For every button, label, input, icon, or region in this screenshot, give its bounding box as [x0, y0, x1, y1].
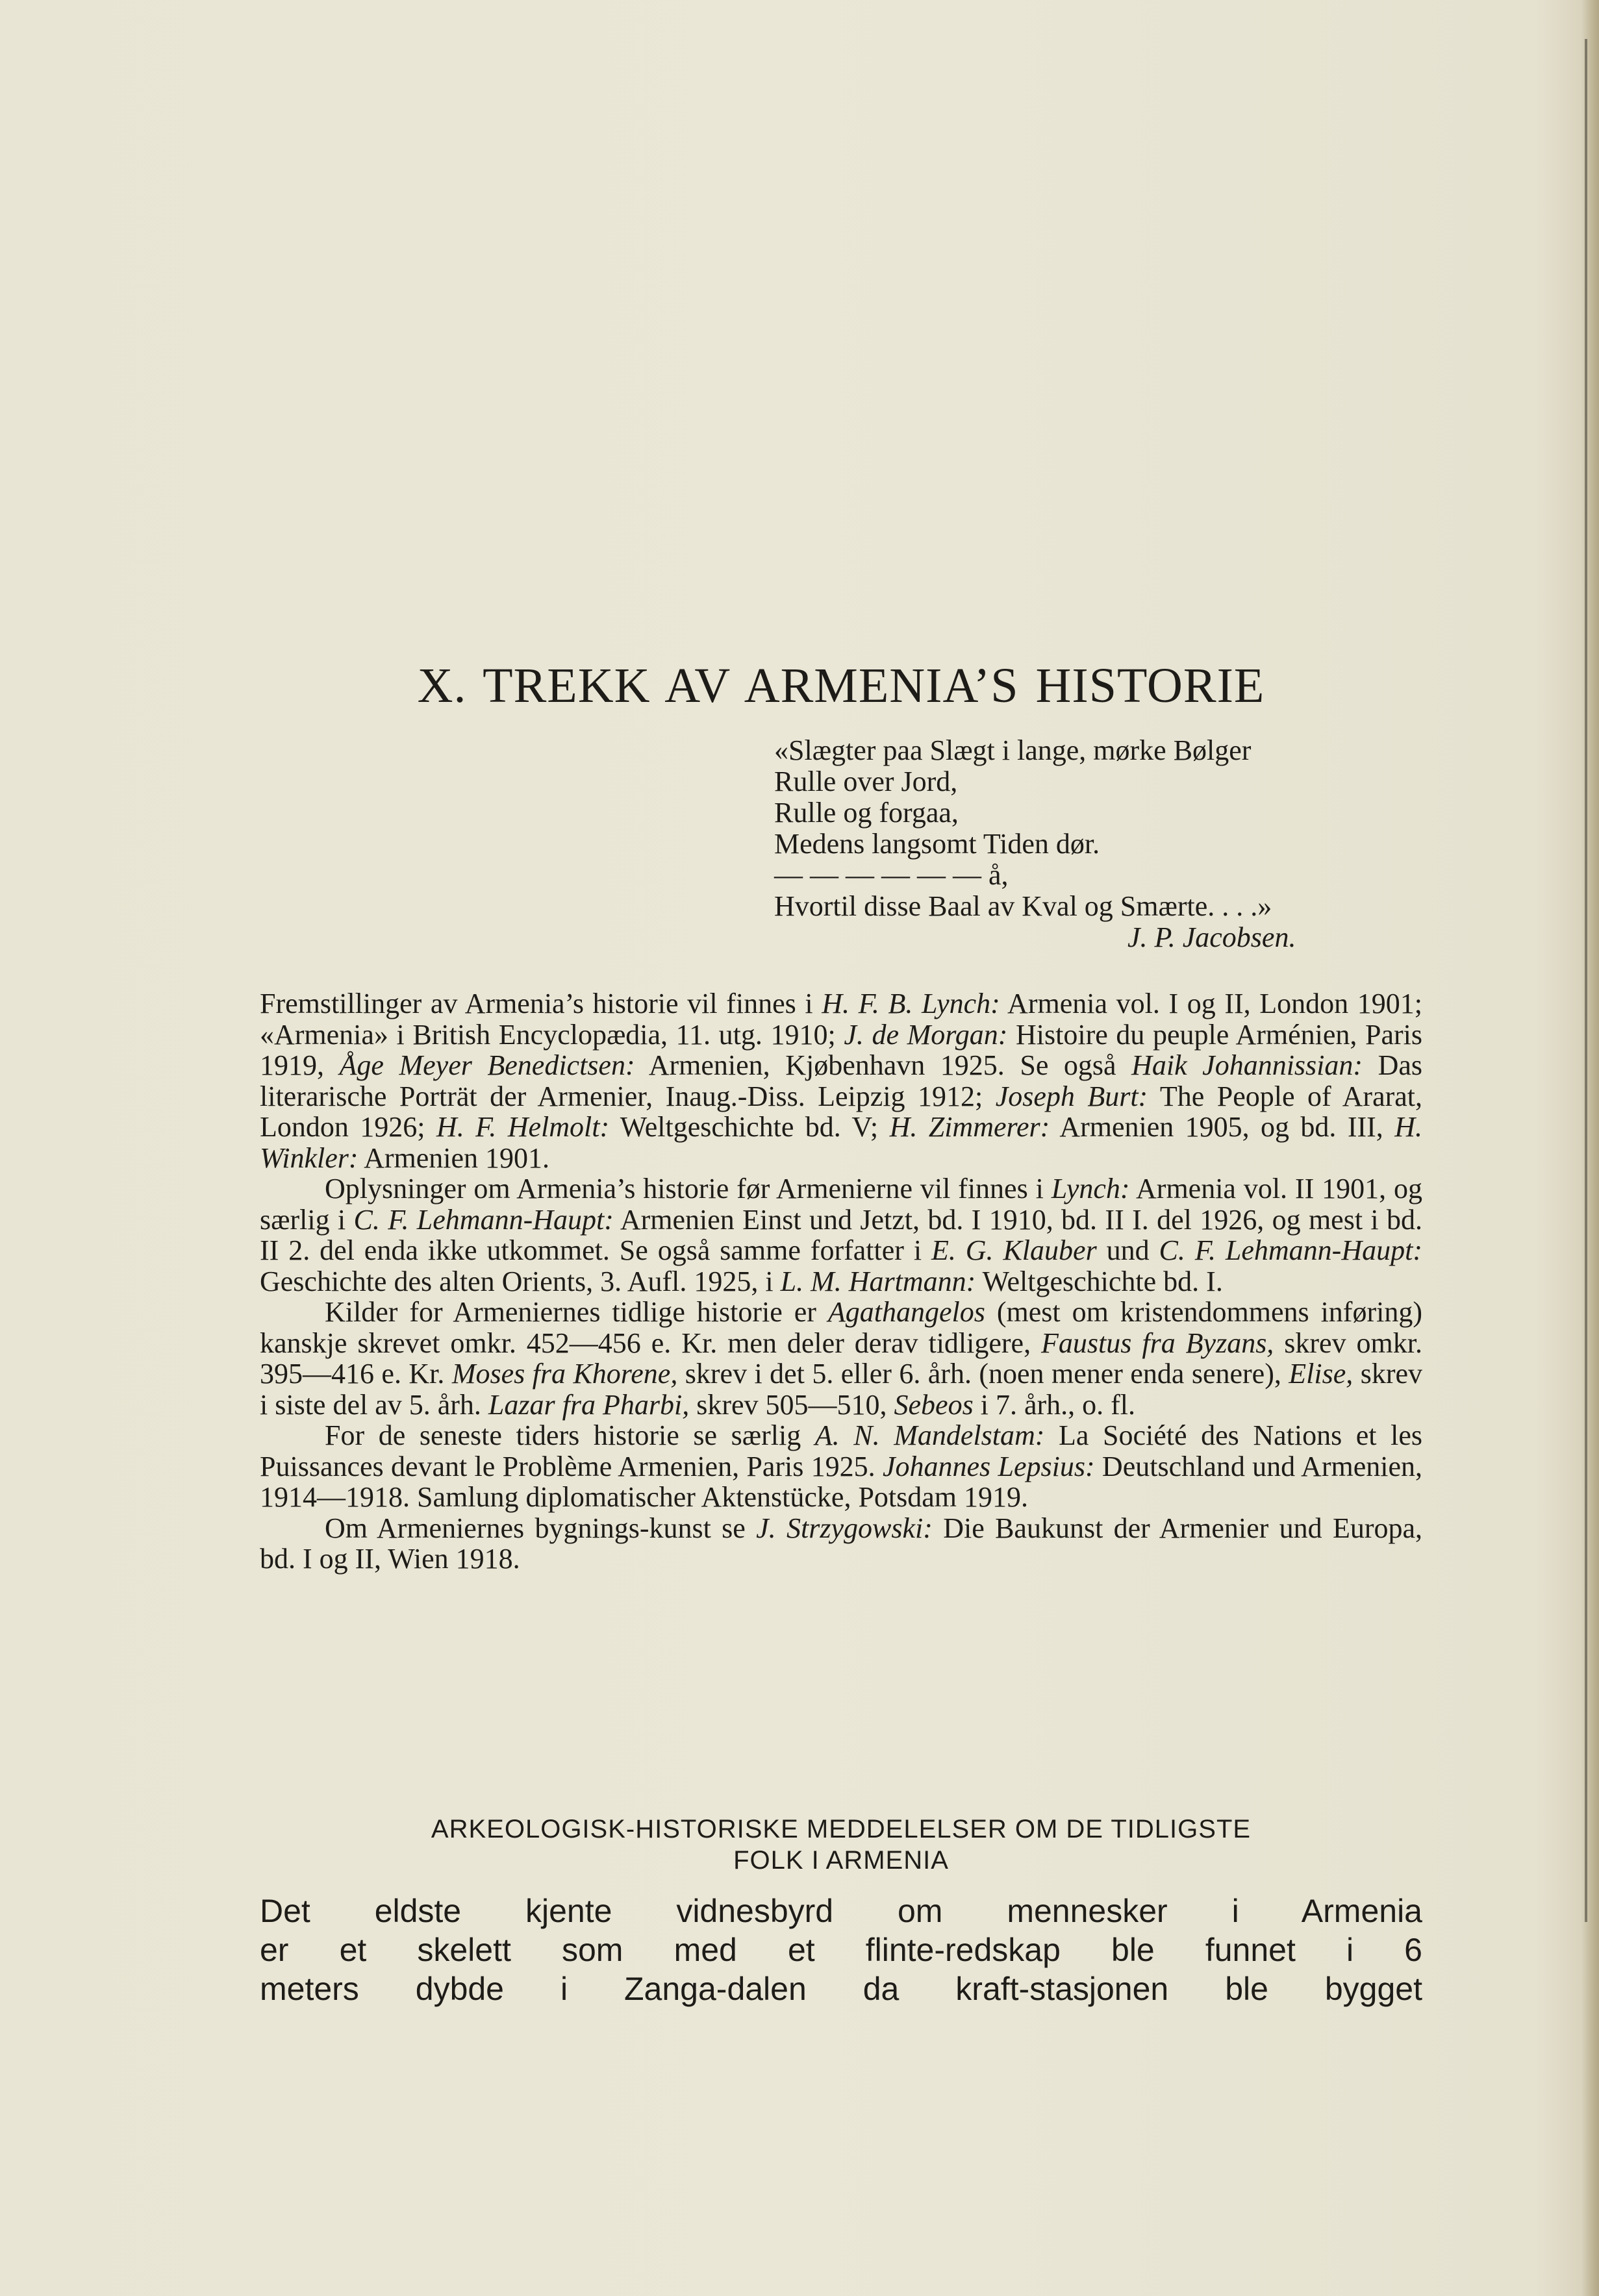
text-run: Fremstillinger av Armenia’s historie vil finnes i — [260, 988, 822, 1019]
epigraph — [774, 735, 1424, 953]
italic-reference: E. G. Klauber — [931, 1234, 1097, 1266]
text-line: meters dybde i Zanga-dalen da kraft-stasjonen ble bygget — [260, 1971, 1422, 2007]
text-run: skrev omkr. 395—416 e. Kr. — [260, 1327, 1422, 1390]
text-run: La Société des Nations et les Puissances devant le Problème Armenien, Paris 1925. — [260, 1419, 1423, 1482]
text-run: Kilder for Armeniernes tidlige historie er — [325, 1296, 828, 1328]
epigraph-line: Hvortil disse Baal av Kval og Smærte. . . .» — [774, 890, 1272, 922]
text-line: Det eldste kjente vidnesbyrd om mennesker i Armenia — [260, 1893, 1422, 1929]
italic-reference: J. Strzygowski: — [756, 1512, 933, 1544]
italic-reference: J. de Morgan: — [844, 1018, 1008, 1051]
italic-reference: H. F. Helmolt: — [436, 1111, 610, 1143]
italic-reference: Joseph Burt: — [995, 1080, 1148, 1112]
body-text-large — [260, 1891, 1422, 2008]
text-run: Das literarische Porträt der Armenier, Inaug.-Diss. Leipzig 1912; — [260, 1049, 1423, 1112]
page-edge-line — [1585, 39, 1587, 1922]
text-run: Die Baukunst der Armenier und Europa, bd. I og II, Wien 1918. — [260, 1512, 1423, 1575]
page-edge-shadow — [1581, 0, 1599, 2296]
italic-reference: Johannes Lepsius: — [883, 1450, 1095, 1482]
text-run: Armenia vol. II 1901, og særlig i — [260, 1173, 1422, 1236]
italic-reference: L. M. Hartmann: — [780, 1265, 976, 1297]
text-run: Geschichte des alten Orients, 3. Aufl. 1925, i — [260, 1265, 781, 1297]
bibliography-text — [260, 988, 1422, 1575]
italic-reference: Faustus fra Byzans, — [1041, 1327, 1274, 1359]
text-run: The People of Ararat, London 1926; — [260, 1080, 1423, 1143]
chapter-title: X. TREKK AV ARMENIA’S HISTORIE — [417, 658, 1265, 713]
paragraph — [260, 1173, 1422, 1297]
italic-reference: H. Zimmerer: — [889, 1111, 1050, 1143]
italic-reference: Haik Johannissian: — [1131, 1049, 1363, 1081]
italic-reference: C. F. Lehmann-Haupt: — [353, 1203, 614, 1236]
text-run: Deutschland und Armenien, 1914—1918. Samlung diplomatischer Aktenstücke, Potsdam 1919. — [260, 1450, 1422, 1513]
italic-reference: Lazar fra Pharbi, — [488, 1388, 690, 1421]
text-run: Histoire du peuple Arménien, Paris 1919, — [260, 1018, 1422, 1081]
text-run: Weltgeschichte bd. V; — [609, 1111, 890, 1143]
section-heading — [260, 1814, 1422, 1876]
epigraph-line: Medens langsomt Tiden dør. — [774, 828, 1100, 860]
italic-reference: Sebeos — [894, 1388, 974, 1421]
italic-reference: H. F. B. Lynch: — [822, 988, 1000, 1019]
italic-reference: Åge Meyer Benedictsen: — [339, 1049, 635, 1081]
text-run: i 7. årh., o. fl. — [973, 1388, 1136, 1421]
text-run: Armenien, Kjøbenhavn 1925. Se også — [635, 1049, 1132, 1081]
epigraph-line: «Slægter paa Slægt i lange, mørke Bølger — [774, 734, 1252, 766]
text-run: For de seneste tiders historie se særlig — [325, 1419, 815, 1451]
epigraph-line: Rulle og forgaa, — [774, 797, 959, 829]
text-run: Armenien Einst und Jetzt, bd. I 1910, bd. II I. del 1926, og mest i bd. II 2. del enda ikke utkommet. Se også samme forfatter i — [260, 1203, 1423, 1266]
paragraph — [260, 1297, 1422, 1420]
paragraph — [260, 988, 1422, 1173]
italic-reference: Lynch: — [1051, 1173, 1130, 1204]
section-heading-line: ARKEOLOGISK-HISTORISKE MEDDELELSER OM DE TIDLIGSTE — [431, 1815, 1252, 1843]
text-run: und — [1096, 1234, 1159, 1266]
text-run: Oplysninger om Armenia’s historie før Armenierne vil finnes i — [325, 1173, 1051, 1204]
text-run: skrev 505—510, — [689, 1388, 894, 1421]
italic-reference: Agathangelos — [827, 1296, 985, 1328]
section-heading-line: FOLK I ARMENIA — [733, 1846, 949, 1875]
text-run: skrev i det 5. eller 6. årh. (noen mener enda senere), — [677, 1358, 1289, 1390]
text-run: (mest om kristendommens inføring) kanskje skrevet omkr. 452—456 e. Kr. men deler derav tidligere, — [260, 1296, 1422, 1359]
italic-reference: Moses fra Khorene, — [451, 1358, 678, 1390]
italic-reference: A. N. Mandelstam: — [814, 1419, 1045, 1451]
text-run: skrev i siste del av 5. årh. — [260, 1358, 1422, 1421]
italic-reference: H. Winkler: — [260, 1111, 1422, 1174]
text-line: er et skelett som med et flinte-redskap ble funnet i 6 — [260, 1932, 1422, 1968]
text-run: Om Armeniernes bygnings-kunst se — [325, 1512, 757, 1544]
text-run: Weltgeschichte bd. I. — [976, 1265, 1223, 1297]
italic-reference: C. F. Lehmann-Haupt: — [1159, 1234, 1422, 1266]
epigraph-author: J. P. Jacobsen. — [1127, 921, 1296, 953]
text-run: Armenien 1901. — [358, 1142, 550, 1174]
paragraph — [260, 1420, 1422, 1513]
epigraph-line: — — — — — — å, — [774, 859, 1009, 891]
text-run: Armenia vol. I og II, London 1901; «Armenia» i British Encyclopædia, 11. utg. 1910; — [260, 988, 1422, 1051]
epigraph-line: Rulle over Jord, — [774, 766, 958, 797]
text-run: Armenien 1905, og bd. III, — [1050, 1111, 1395, 1143]
paragraph — [260, 1513, 1422, 1575]
italic-reference: Elise, — [1289, 1358, 1353, 1390]
